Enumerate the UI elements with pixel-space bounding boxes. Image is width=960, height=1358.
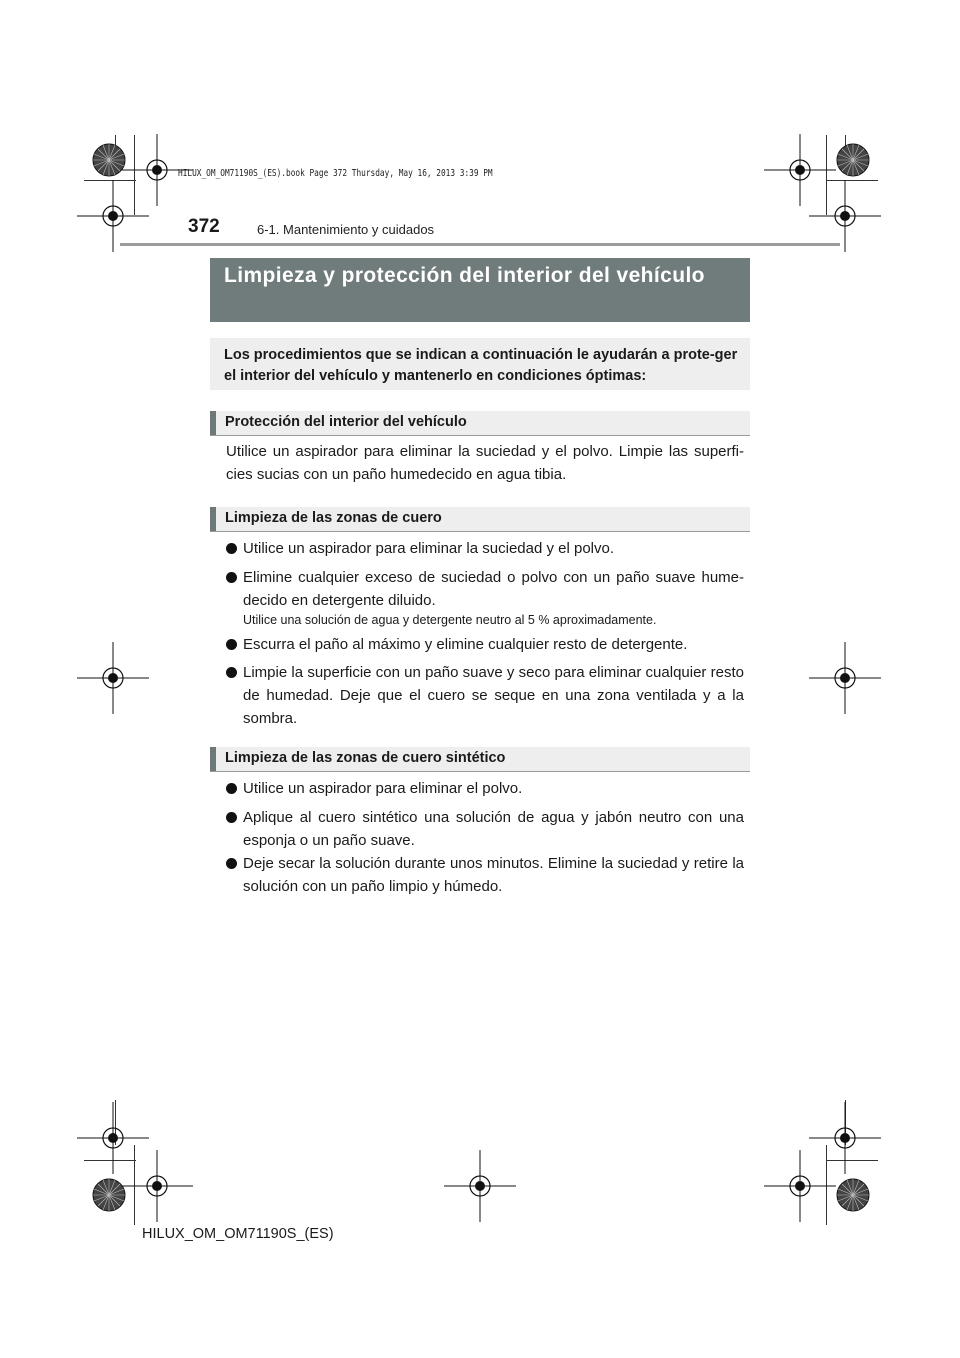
bullet-icon — [226, 858, 237, 869]
bullet-icon — [226, 639, 237, 650]
intro-text: Los procedimientos que se indican a continuación le ayudarán a prote-ger el interior del vehículo y mantenerlo en condiciones óptimas: — [224, 347, 738, 384]
section-heading-text: Limpieza de las zonas de cuero sintético — [225, 750, 506, 766]
section-heading-text: Protección del interior del vehículo — [225, 414, 467, 430]
bullet-icon — [226, 572, 237, 583]
bullet-icon — [226, 543, 237, 554]
list-item: Escurra el paño al máximo y elimine cualquier resto de detergente. — [243, 636, 688, 653]
list-item: Utilice un aspirador para eliminar la suciedad y el polvo. — [243, 540, 615, 557]
footer-document-code: HILUX_OM_OM71190S_(ES) — [142, 1226, 334, 1242]
registration-target-icon — [764, 134, 836, 206]
bullet-icon — [226, 783, 237, 794]
registration-target-icon — [121, 1150, 193, 1222]
registration-target-icon — [809, 180, 881, 252]
bullet-icon — [226, 812, 237, 823]
header-divider — [120, 243, 840, 246]
sunburst-mark-icon — [93, 144, 125, 176]
sunburst-mark-icon — [837, 144, 869, 176]
section-heading — [210, 507, 750, 532]
sunburst-mark-icon — [837, 1179, 869, 1211]
list-item: Elimine cualquier exceso de suciedad o polvo con un paño suave hume-decido en detergente diluido. — [243, 569, 744, 609]
page-title-box — [210, 258, 750, 322]
intro-box — [210, 338, 750, 390]
section-label: 6-1. Mantenimiento y cuidados — [257, 222, 435, 237]
registration-target-icon — [809, 642, 881, 714]
section-heading-text: Limpieza de las zonas de cuero — [225, 510, 442, 526]
bullet-icon — [226, 667, 237, 678]
section-heading — [210, 747, 750, 772]
book-file-info: HILUX_OM_OM71190S_(ES).book Page 372 Thursday, May 16, 2013 3:39 PM — [178, 168, 493, 179]
registration-target-icon — [764, 1150, 836, 1222]
list-item: Aplique al cuero sintético una solución de agua y jabón neutro con una esponja o un paño suave. — [243, 809, 744, 849]
list-item: Deje secar la solución durante unos minutos. Elimine la suciedad y retire la solución con un paño limpio y húmedo. — [243, 855, 744, 895]
heading-accent-bar — [210, 507, 216, 531]
registration-target-icon — [444, 1150, 516, 1222]
page-title: Limpieza y protección del interior del vehículo — [224, 264, 705, 287]
registration-target-icon — [77, 180, 149, 252]
body-paragraph: Utilice un aspirador para eliminar la suciedad y el polvo. Limpie las superfi-cies sucias con un paño humedecido en agua tibia. — [226, 443, 744, 483]
section-heading — [210, 411, 750, 436]
list-item: Limpie la superficie con un paño suave y seco para eliminar cualquier resto de humedad. Deje que el cuero se seque en una zona ventilada y a la sombra. — [243, 664, 744, 727]
registration-target-icon — [77, 1102, 149, 1174]
registration-target-icon — [77, 642, 149, 714]
list-item: Utilice un aspirador para eliminar el polvo. — [243, 780, 523, 797]
registration-target-icon — [809, 1102, 881, 1174]
heading-accent-bar — [210, 411, 216, 435]
note-text: Utilice una solución de agua y detergente neutro al 5 % aproximadamente. — [243, 613, 657, 627]
page-number: 372 — [188, 216, 220, 237]
heading-accent-bar — [210, 747, 216, 771]
sunburst-mark-icon — [93, 1179, 125, 1211]
